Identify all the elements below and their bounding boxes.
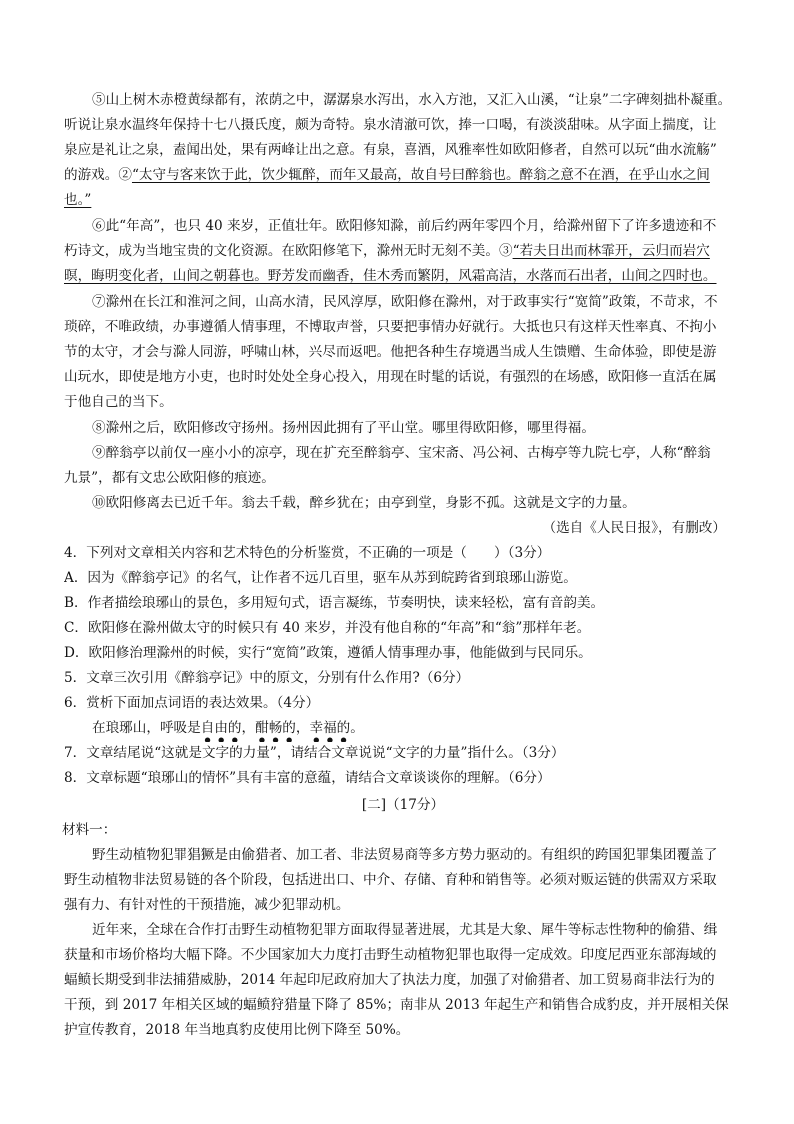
question-4: 4．下列对文章相关内容和艺术特色的分析鉴赏，不正确的一项是（ ）（3分）	[64, 545, 551, 561]
paragraph-5-line-2: 听说让泉水温终年保持十七八摄氏度，颇为奇特。泉水清澈可饮，捧一口喝，有淡淡甜味。从字面上揣度，让	[64, 117, 717, 133]
paragraph-8: ⑧滁州之后，欧阳修改守扬州。扬州因此拥有了平山堂。哪里得欧阳修，哪里得福。	[92, 420, 595, 436]
source-attribution: （选自《人民日报》，有删改）	[542, 520, 726, 536]
paragraph-7-line-2: 琐碎，不唯政绩，办事遵循人情事理，不博取声誉，只要把事情办好就行。大抵也只有这样天性率真、不拘小	[64, 319, 717, 335]
question-4-option-b: B．作者描绘琅琊山的景色，多用短句式，语言凝练，节奏明快，读来轻松，富有音韵美。	[64, 595, 605, 611]
dotted-word-3: 幸福的	[309, 720, 351, 736]
underlined-quote-2: “太守与客来饮于此，饮少辄醉，而年又最高，故自号曰醉翁也。醉翁之意不在酒，在乎山水之间	[131, 167, 710, 183]
question-4-option-a: A．因为《醉翁亭记》的名气，让作者不远几百里，驱车从苏到皖跨省到琅琊山游览。	[64, 570, 577, 586]
paragraph-5-line-4	[64, 163, 742, 187]
dotted-word-2: 酣畅的	[255, 720, 296, 736]
material-1-para-2-line-1: 近年来，全球在合作打击野生动植物犯罪方面取得显著进展，尤其是大象、犀牛等标志性物种的偷猎、缉	[92, 922, 718, 938]
material-1-para-2-line-3: 蝠鲼长期受到非法捕猎威胁，2014 年起印尼政府加大了执法力度，加强了对偷猎者、加工贸易商非法行为的	[64, 972, 715, 988]
comma-2: ，	[295, 720, 310, 736]
question-6-sentence	[92, 716, 742, 742]
paragraph-9-line-2: 九景”，都有文忠公欧阳修的痕迹。	[64, 470, 275, 486]
comma-1: ，	[241, 720, 256, 736]
underlined-quote-3-end: 暝，晦明变化者，山间之朝暮也。野芳发而幽香，佳木秀而繁阴，风霜高洁，水落而石出者，山间之四时也。	[64, 268, 717, 284]
material-1-para-1-line-1: 野生动植物犯罪猖獗是由偷猎者、加工者、非法贸易商等多方势力驱动的。有组织的跨国犯罪集团覆盖了	[92, 847, 718, 863]
underlined-quote-3: “若夫日出而林霏开，云归而岩穴	[512, 243, 710, 259]
paragraph-7-line-1: ⑦滁州在长江和淮河之间，山高水清，民风淳厚，欧阳修在滁州，对于政事实行“宽简”政策，不苛求，不	[92, 294, 718, 310]
paragraph-7-line-5: 于他自己的当下。	[64, 394, 173, 410]
dotted-word-1: 自由的	[200, 720, 242, 736]
question-8: 8．文章标题“琅琊山的情怀”具有丰富的意蕴，请结合文章谈谈你的理解。（6分）	[64, 770, 551, 786]
paragraph-5-line-1: ⑤山上树木赤橙黄绿都有，浓荫之中，潺潺泉水泻出，水入方池，又汇入山溪，“让泉”二字碑刻拙朴凝重。	[92, 92, 732, 108]
question-7: 7．文章结尾说“这就是文字的力量”，请结合文章说说“文字的力量”指什么。（3分）	[64, 745, 565, 761]
section-2-heading: [二]（17分）	[361, 797, 445, 813]
question-4-option-c: C．欧阳修在滁州做太守的时候只有 40 来岁，并没有他自称的“年高”和“翁”那样年老。	[64, 620, 591, 636]
material-1-para-1-line-3: 强有力、有针对性的干预措施，减少犯罪动机。	[64, 897, 350, 913]
question-6-sentence-start: 在琅琊山，呼吸是	[92, 720, 201, 736]
quote-marker-3: 朽诗文，成为当地宝贵的文化资源。在欧阳修笔下，滁州无时无刻不美。③	[64, 243, 513, 259]
quote-marker-2: 的游戏。②	[64, 167, 132, 183]
underlined-quote-2-end: 也。”	[64, 192, 92, 208]
paragraph-5-line-3: 泉应是礼让之泉，盍闻出处，果有两峰让出之意。有泉，喜酒，风雅率性如欧阳修者，自然可以玩“曲水流觞”	[64, 142, 717, 158]
paragraph-10: ⑩欧阳修离去已近千年。翁去千载，醉乡犹在；由亭到堂，身影不孤。这就是文字的力量。	[92, 495, 636, 511]
paragraph-7-line-3: 节的太守，才会与滁人同游，呼啸山林，兴尽而返吧。他把各种生存境遇当成人生馈赠、生命体验，即使是游	[64, 344, 717, 360]
paragraph-6-line-2	[64, 239, 742, 263]
period: 。	[350, 720, 364, 736]
question-6: 6．赏析下面加点词语的表达效果。（4分）	[64, 695, 320, 711]
question-4-option-d: D．欧阳修治理滁州的时候，实行“宽简”政策，遵循人情事理办事，他能做到与民同乐。	[64, 645, 592, 661]
material-1-para-1-line-2: 野生动植物非法贸易链的各个阶段，包括进出口、中介、存储、育种和销售等。必须对贩运链的供需双方采取	[64, 872, 717, 888]
paragraph-7-line-4: 山玩水，即使是地方小吏，也时时处处全身心投入，用现在时髦的话说，有强烈的在场感，欧阳修一直活在属	[64, 369, 717, 385]
paragraph-6-line-1: ⑥此“年高”，也只 40 来岁，正值壮年。欧阳修知滁，前后约两年零四个月，给滁州留下了许多遗迹和不	[92, 218, 717, 234]
material-1-para-2-line-2: 获量和市场价格均大幅下降。不少国家加大力度打击野生动植物犯罪也取得一定成效。印度尼西亚东部海域的	[64, 947, 717, 963]
material-1-para-2-line-5: 护宣传教育，2018 年当地真豹皮使用比例下降至 50%。	[64, 1022, 410, 1038]
paragraph-6-line-3	[64, 264, 742, 288]
material-1-para-2-line-4: 干预，到 2017 年相关区域的蝠鲼狩猎量下降了 85%；南非从 2013 年起生产和销售合成豹皮，并开展相关保	[64, 997, 729, 1013]
paragraph-9-line-1: ⑨醉翁亭以前仅一座小小的凉亭，现在扩充至醉翁亭、宝宋斋、冯公祠、古梅亭等九院七亭，人称“醉翁	[92, 445, 711, 461]
question-5: 5．文章三次引用《醉翁亭记》中的原文，分别有什么作用?（6分）	[64, 670, 470, 686]
paragraph-5-line-5	[64, 188, 742, 212]
material-1-label: 材料一：	[62, 822, 117, 838]
